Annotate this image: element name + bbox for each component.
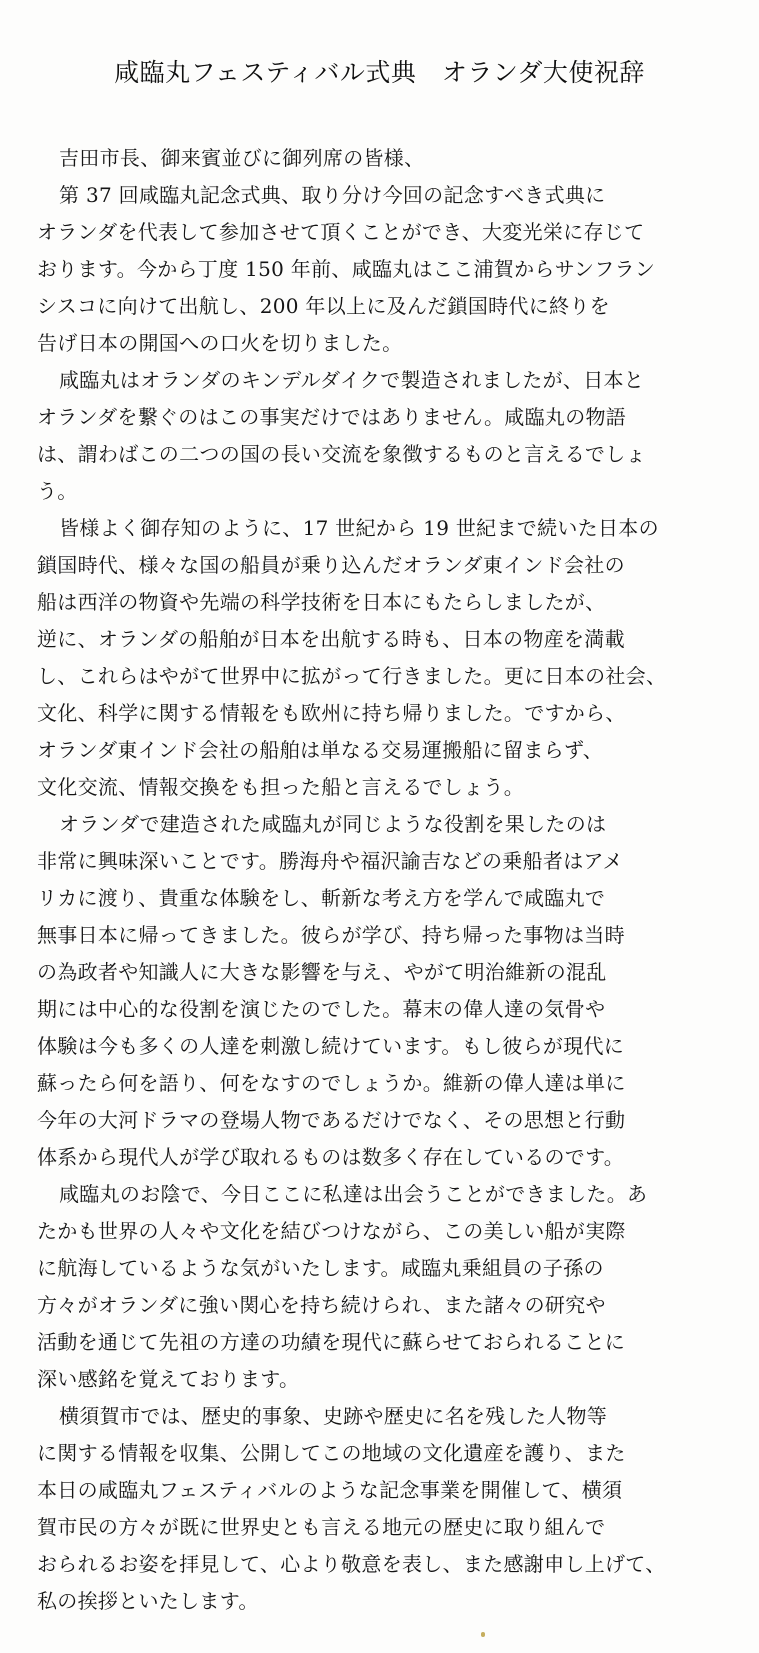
text-line: 今年の大河ドラマの登場人物であるだけでなく、その思想と行動 xyxy=(37,1108,626,1132)
text-line: オランダを代表して参加させて頂くことができ、大変光栄に存じて xyxy=(37,220,645,244)
text-line: たかも世界の人々や文化を結びつけながら、この美しい船が実際 xyxy=(37,1219,626,1243)
text-line: 鎖国時代、様々な国の船員が乗り込んだオランダ東インド会社の xyxy=(37,553,625,577)
text-line: に航海しているような気がいたします。咸臨丸乗組員の子孫の xyxy=(37,1256,604,1280)
text-line: 咸臨丸はオランダのキンデルダイクで製造されましたが、日本と xyxy=(59,368,645,392)
text-line: おられるお姿を拝見して、心より敬意を表し、また感謝申し上げて、 xyxy=(37,1552,666,1576)
speech-body xyxy=(37,140,737,1620)
text-line: 体験は今も多くの人達を刺激し続けています。もし彼らが現代に xyxy=(37,1034,625,1058)
text-line: 活動を通じて先祖の方達の功績を現代に蘇らせておられることに xyxy=(37,1330,626,1354)
text-line: の為政者や知識人に大きな影響を与え、やがて明治維新の混乱 xyxy=(37,960,607,984)
text-line: オランダを繋ぐのはこの事実だけではありません。咸臨丸の物語 xyxy=(37,405,627,429)
page-title: 咸臨丸フェスティバル式典 オランダ大使祝辞 xyxy=(114,58,645,87)
text-line: し、これらはやがて世界中に拡がって行きました。更に日本の社会、 xyxy=(37,664,667,688)
text-line: 無事日本に帰ってきました。彼らが学び、持ち帰った事物は当時 xyxy=(37,923,625,947)
text-line: おります。今から丁度 150 年前、咸臨丸はここ浦賀からサンフラン xyxy=(37,257,656,281)
text-line: は、謂わばこの二つの国の長い交流を象徴するものと言えるでしょ xyxy=(37,442,646,466)
text-line: リカに渡り、貴重な体験をし、斬新な考え方を学んで咸臨丸で xyxy=(37,886,606,910)
text-line: 本日の咸臨丸フェスティバルのような記念事業を開催して、横須 xyxy=(37,1478,623,1502)
text-line: 賀市民の方々が既に世界史とも言える地元の歴史に取り組んで xyxy=(37,1515,606,1539)
text-line: 私の挨拶といたします。 xyxy=(37,1589,259,1613)
text-line: シスコに向けて出航し、200 年以上に及んだ鎖国時代に終りを xyxy=(37,294,610,318)
text-line: 船は西洋の物資や先端の科学技術を日本にもたらしましたが、 xyxy=(37,590,606,614)
text-line: 第 37 回咸臨丸記念式典、取り分け今回の記念すべき式典に xyxy=(59,183,606,207)
text-line: 逆に、オランダの船舶が日本を出航する時も、日本の物産を満載 xyxy=(37,627,625,651)
text-line: 方々がオランダに強い関心を持ち続けられ、また諸々の研究や xyxy=(37,1293,606,1317)
text-line: 深い感銘を覚えております。 xyxy=(37,1367,300,1391)
text-line: 蘇ったら何を語り、何をなすのでしょうか。維新の偉人達は単に xyxy=(37,1071,626,1095)
text-line: 期には中心的な役割を演じたのでした。幕末の偉人達の気骨や xyxy=(37,997,606,1021)
text-line: 文化交流、情報交換をも担った船と言えるでしょう。 xyxy=(37,775,524,799)
text-line: う。 xyxy=(37,479,78,503)
text-line: オランダで建造された咸臨丸が同じような役割を果したのは xyxy=(59,812,607,836)
text-line: に関する情報を収集、公開してこの地域の文化遺産を護り、また xyxy=(37,1441,626,1465)
text-line: 皆様よく御存知のように、17 世紀から 19 世紀まで続いた日本の xyxy=(59,516,659,540)
scan-speck xyxy=(481,1632,485,1637)
text-line: オランダ東インド会社の船舶は単なる交易運搬船に留まらず、 xyxy=(37,738,603,762)
text-line: 咸臨丸のお陰で、今日ここに私達は出会うことができました。あ xyxy=(59,1182,648,1206)
text-line: 吉田市長、御来賓並びに御列席の皆様、 xyxy=(59,146,425,170)
text-line: 横須賀市では、歴史的事象、史跡や歴史に名を残した人物等 xyxy=(59,1404,608,1428)
text-line: 体系から現代人が学び取れるものは数多く存在しているのです。 xyxy=(37,1145,625,1169)
text-line: 告げ日本の開国への口火を切りました。 xyxy=(37,331,403,355)
text-line: 非常に興味深いことです。勝海舟や福沢諭吉などの乗船者はアメ xyxy=(37,849,623,873)
text-line: 文化、科学に関する情報をも欧州に持ち帰りました。ですから、 xyxy=(37,701,626,725)
